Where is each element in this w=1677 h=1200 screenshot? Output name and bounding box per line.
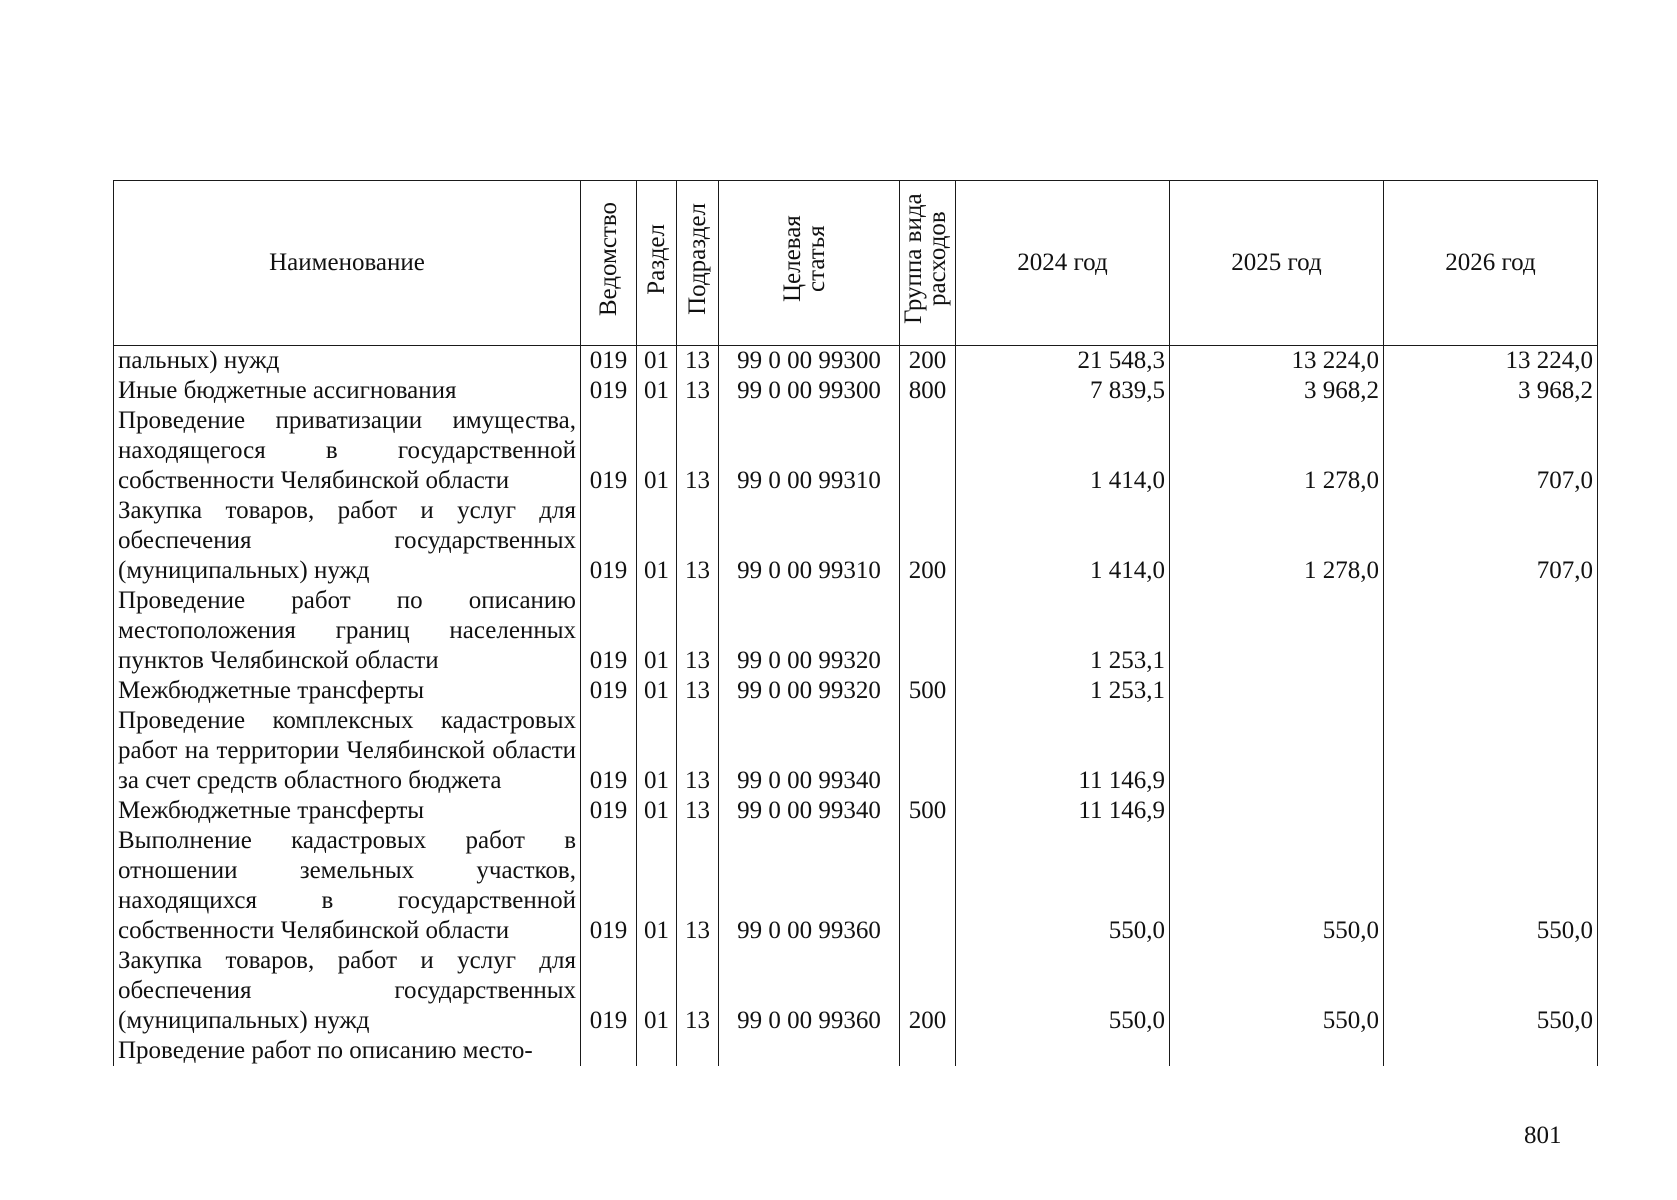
row-celevaya-statya: 99 0 00 99340	[719, 796, 900, 826]
row-vedomstvo: 019	[581, 346, 637, 377]
row-podrazdel: 13	[677, 586, 719, 676]
row-value-2026: 3 968,2	[1384, 376, 1598, 406]
row-razdel: 01	[637, 676, 677, 706]
row-celevaya-statya: 99 0 00 99300	[719, 346, 900, 377]
row-value-2026	[1384, 586, 1598, 676]
row-celevaya-statya: 99 0 00 99320	[719, 586, 900, 676]
row-name: Иные бюджетные ассигнования	[114, 376, 581, 406]
row-gruppa	[900, 586, 956, 676]
table-row	[114, 826, 1598, 946]
row-vedomstvo: 019	[581, 796, 637, 826]
header-gruppa-vida-rashodov: Группа вида расходов	[900, 181, 956, 346]
header-podrazdel: Подраздел	[677, 181, 719, 346]
table-row	[114, 676, 1598, 706]
header-celevaya-statya: Целевая статья	[719, 181, 900, 346]
row-gruppa	[900, 406, 956, 496]
table-row	[114, 346, 1598, 377]
row-razdel: 01	[637, 376, 677, 406]
row-razdel: 01	[637, 346, 677, 377]
row-value-2024: 21 548,3	[956, 346, 1170, 377]
row-value-2024: 550,0	[956, 826, 1170, 946]
row-value-2026: 550,0	[1384, 826, 1598, 946]
row-razdel: 01	[637, 406, 677, 496]
row-podrazdel: 13	[677, 376, 719, 406]
row-name: Проведение приватизации имущества, находящегося в государственной собственности Челябинской области	[114, 406, 581, 496]
table-row	[114, 706, 1598, 796]
row-celevaya-statya: 99 0 00 99310	[719, 406, 900, 496]
header-vedomstvo: Ведомство	[581, 181, 637, 346]
row-vedomstvo: 019	[581, 586, 637, 676]
row-value-2025: 550,0	[1170, 826, 1384, 946]
row-value-2025	[1170, 796, 1384, 826]
row-celevaya-statya: 99 0 00 99310	[719, 496, 900, 586]
header-2026: 2026 год	[1384, 181, 1598, 346]
row-gruppa	[900, 826, 956, 946]
header-name: Наименование	[114, 181, 581, 346]
row-gruppa: 500	[900, 676, 956, 706]
row-vedomstvo: 019	[581, 376, 637, 406]
row-value-2024: 550,0	[956, 946, 1170, 1036]
row-vedomstvo: 019	[581, 406, 637, 496]
row-gruppa: 200	[900, 346, 956, 377]
row-celevaya-statya: 99 0 00 99320	[719, 676, 900, 706]
row-name: Закупка товаров, работ и услуг для обеспечения государственных (муниципальных) нужд	[114, 496, 581, 586]
table-row	[114, 1036, 1598, 1066]
row-celevaya-statya: 99 0 00 99340	[719, 706, 900, 796]
header-razdel: Раздел	[637, 181, 677, 346]
row-razdel: 01	[637, 946, 677, 1036]
row-name: Закупка товаров, работ и услуг для обеспечения государственных (муниципальных) нужд	[114, 946, 581, 1036]
row-podrazdel: 13	[677, 796, 719, 826]
row-podrazdel: 13	[677, 346, 719, 377]
row-value-2024: 1 414,0	[956, 496, 1170, 586]
row-vedomstvo: 019	[581, 676, 637, 706]
row-vedomstvo: 019	[581, 826, 637, 946]
row-celevaya-statya	[719, 1036, 900, 1066]
row-value-2026: 550,0	[1384, 946, 1598, 1036]
row-value-2025: 1 278,0	[1170, 406, 1384, 496]
row-razdel: 01	[637, 586, 677, 676]
header-2024: 2024 год	[956, 181, 1170, 346]
row-gruppa: 800	[900, 376, 956, 406]
row-value-2026: 707,0	[1384, 496, 1598, 586]
row-value-2026	[1384, 1036, 1598, 1066]
row-podrazdel: 13	[677, 826, 719, 946]
row-podrazdel: 13	[677, 406, 719, 496]
row-podrazdel: 13	[677, 706, 719, 796]
row-value-2026: 13 224,0	[1384, 346, 1598, 377]
row-value-2025: 3 968,2	[1170, 376, 1384, 406]
row-value-2026: 707,0	[1384, 406, 1598, 496]
table-row	[114, 946, 1598, 1036]
row-name: Проведение комплексных кадастровых работ на территории Челябинской области за счет средств областного бюджета	[114, 706, 581, 796]
row-value-2024: 1 253,1	[956, 586, 1170, 676]
row-value-2025: 550,0	[1170, 946, 1384, 1036]
header-2025: 2025 год	[1170, 181, 1384, 346]
row-value-2026	[1384, 676, 1598, 706]
row-value-2024: 11 146,9	[956, 706, 1170, 796]
budget-table	[113, 180, 1598, 1066]
row-value-2025	[1170, 1036, 1384, 1066]
row-name: Межбюджетные трансферты	[114, 796, 581, 826]
row-vedomstvo: 019	[581, 706, 637, 796]
row-podrazdel: 13	[677, 946, 719, 1036]
row-podrazdel	[677, 1036, 719, 1066]
row-gruppa: 200	[900, 946, 956, 1036]
page-number: 801	[1524, 1122, 1562, 1149]
table-row	[114, 586, 1598, 676]
row-name: Межбюджетные трансферты	[114, 676, 581, 706]
row-value-2025: 13 224,0	[1170, 346, 1384, 377]
row-value-2026	[1384, 706, 1598, 796]
row-value-2025: 1 278,0	[1170, 496, 1384, 586]
table-header-row	[114, 181, 1598, 346]
table-row	[114, 796, 1598, 826]
row-value-2024: 1 253,1	[956, 676, 1170, 706]
row-name: Проведение работ по описанию местоположения границ населенных пунктов Челябинской области	[114, 586, 581, 676]
table-row	[114, 376, 1598, 406]
row-celevaya-statya: 99 0 00 99300	[719, 376, 900, 406]
row-value-2025	[1170, 676, 1384, 706]
row-value-2024: 1 414,0	[956, 406, 1170, 496]
row-value-2025	[1170, 586, 1384, 676]
row-gruppa: 200	[900, 496, 956, 586]
row-value-2026	[1384, 796, 1598, 826]
row-razdel: 01	[637, 826, 677, 946]
row-celevaya-statya: 99 0 00 99360	[719, 946, 900, 1036]
row-name: пальных) нужд	[114, 346, 581, 377]
row-podrazdel: 13	[677, 496, 719, 586]
table-row	[114, 406, 1598, 496]
row-celevaya-statya: 99 0 00 99360	[719, 826, 900, 946]
row-gruppa	[900, 706, 956, 796]
row-value-2024: 11 146,9	[956, 796, 1170, 826]
row-vedomstvo: 019	[581, 946, 637, 1036]
row-podrazdel: 13	[677, 676, 719, 706]
row-vedomstvo	[581, 1036, 637, 1066]
row-gruppa: 500	[900, 796, 956, 826]
row-value-2024: 7 839,5	[956, 376, 1170, 406]
row-razdel: 01	[637, 706, 677, 796]
row-value-2025	[1170, 706, 1384, 796]
row-razdel	[637, 1036, 677, 1066]
row-name: Выполнение кадастровых работ в отношении земельных участков, находящихся в государственной собственности Челябинской области	[114, 826, 581, 946]
row-razdel: 01	[637, 796, 677, 826]
table-row	[114, 496, 1598, 586]
row-gruppa	[900, 1036, 956, 1066]
row-vedomstvo: 019	[581, 496, 637, 586]
row-razdel: 01	[637, 496, 677, 586]
row-name: Проведение работ по описанию место-	[114, 1036, 581, 1066]
row-value-2024	[956, 1036, 1170, 1066]
